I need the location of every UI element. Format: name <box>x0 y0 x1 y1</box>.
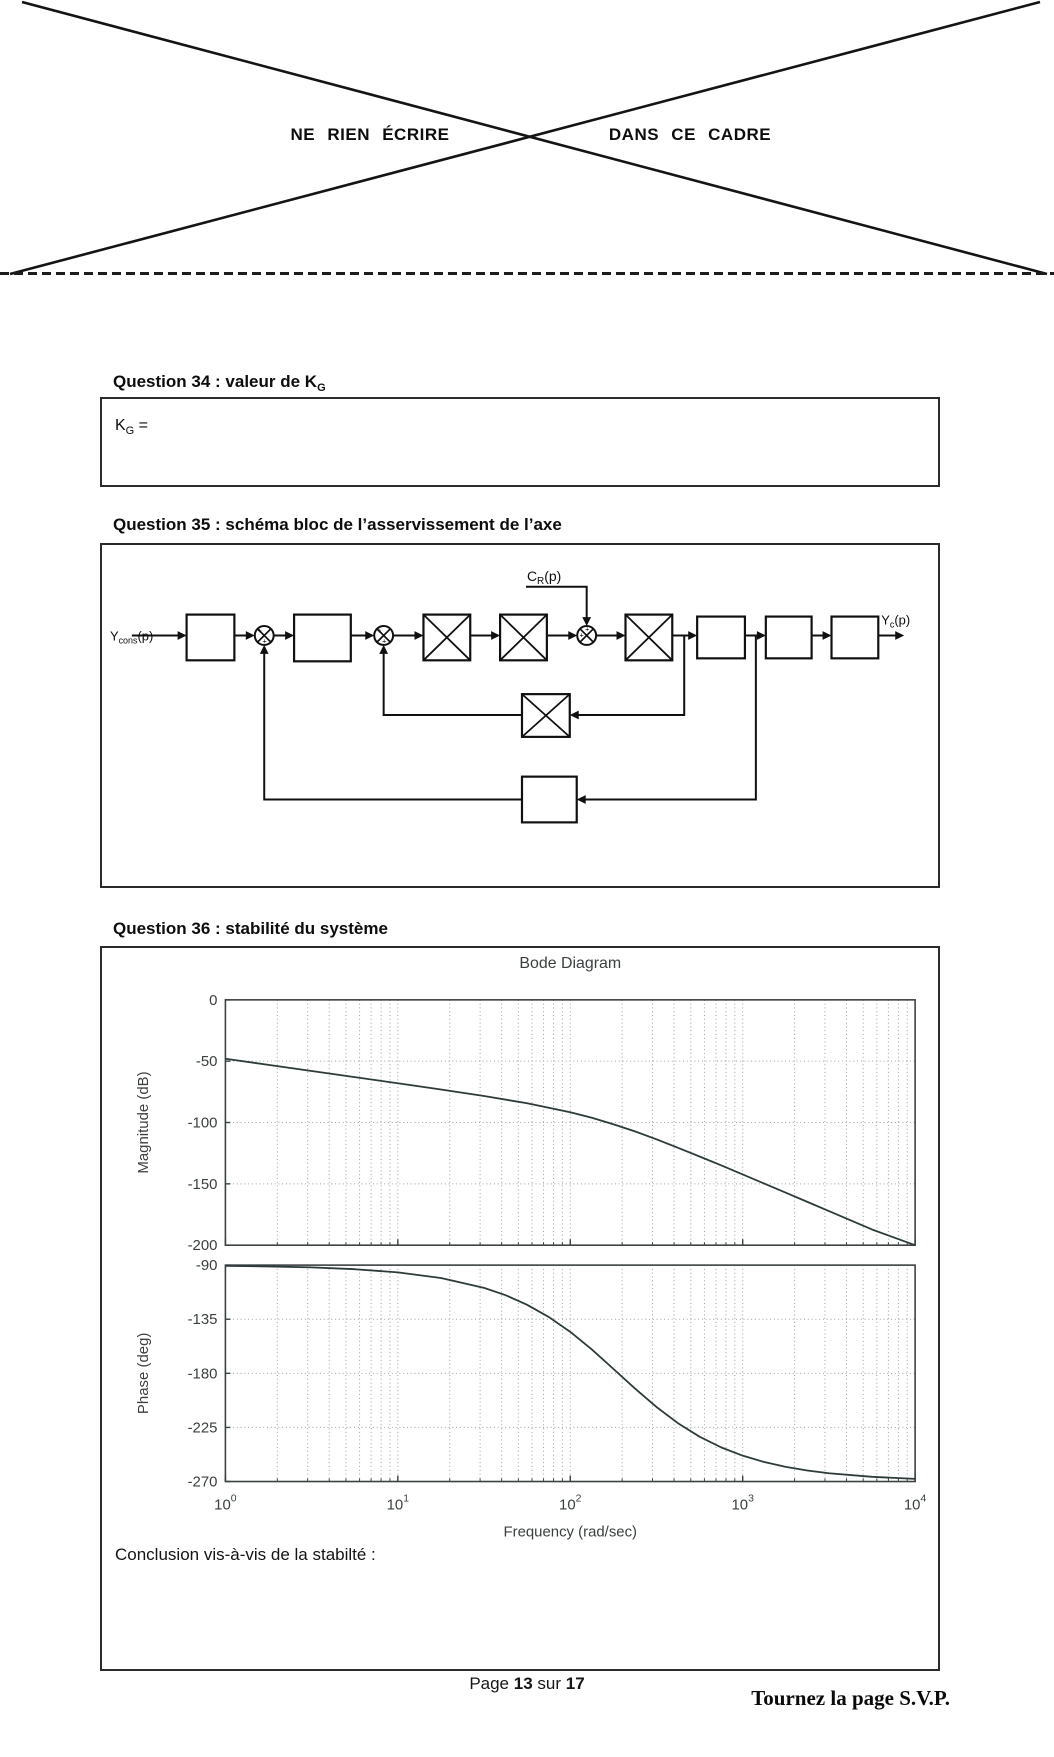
question-34-title <box>113 372 326 394</box>
page-number: 13 <box>513 1674 533 1693</box>
question-34-title-text: Question 34 : valeur de K <box>113 372 318 391</box>
sum-junction <box>374 626 393 645</box>
sum-sign: + <box>377 627 382 635</box>
phase-curve <box>225 1266 915 1479</box>
output-signal-label: $Y_c(p)$ <box>881 612 911 630</box>
input-signal-label: $Y_{cons}(p)$ <box>109 628 154 646</box>
bode-subplot-magnitude <box>135 992 915 1254</box>
frame-label-left: NE RIEN ÉCRIRE <box>290 125 450 144</box>
arrow-head <box>688 631 697 640</box>
y-tick-label: -135 <box>187 1311 218 1329</box>
arrow-head <box>178 631 187 640</box>
detach-dashed-line <box>0 272 1054 275</box>
sum-sign: + <box>382 638 387 646</box>
y-tick-label: -270 <box>187 1473 218 1491</box>
crossed-transfer-block <box>625 615 672 661</box>
crossed-transfer-block <box>522 694 570 737</box>
kg-subscript: G <box>125 425 135 437</box>
total-pages: 17 <box>565 1674 585 1693</box>
transfer-block <box>522 777 577 823</box>
sum-sign: + <box>257 627 262 635</box>
transfer-block <box>187 615 235 661</box>
transfer-block <box>697 617 745 659</box>
block-4 <box>766 617 812 659</box>
y-tick-label: -150 <box>187 1175 218 1193</box>
question-35-title: Question 35 : schéma bloc de l’asservissement de l’axe <box>113 515 562 534</box>
kg-equals: = <box>134 417 149 434</box>
transfer-block <box>832 617 879 659</box>
question-36-title: Question 36 : stabilité du système <box>113 919 388 938</box>
arrow-head <box>582 617 591 626</box>
bode-subplot-phase <box>135 1257 915 1490</box>
x-tick-label: $10^4$ <box>903 1493 927 1514</box>
arrow-head <box>379 645 388 654</box>
sur-word: sur <box>537 1674 562 1693</box>
block-5 <box>832 617 879 659</box>
arrow-head <box>260 645 269 654</box>
arrow-head <box>570 711 579 720</box>
block-2 <box>294 615 351 662</box>
kg-base: K <box>115 417 126 434</box>
block-3 <box>697 617 745 659</box>
x-tick-label: $10^1$ <box>386 1493 410 1514</box>
cross-line-2 <box>10 2 1040 274</box>
crossed-transfer-block <box>423 615 470 661</box>
page-word: Page <box>469 1674 510 1693</box>
turn-page-note: Tournez la page S.V.P. <box>751 1686 950 1710</box>
do-not-write-cross <box>0 0 1054 278</box>
arrow-head <box>757 631 766 640</box>
arrow-head <box>568 631 577 640</box>
arrow-head <box>895 631 904 640</box>
y-tick-label: -180 <box>187 1365 218 1383</box>
crossed-transfer-block <box>500 615 547 661</box>
arrow-head <box>365 631 374 640</box>
sum-sign: + <box>262 638 267 646</box>
transfer-block <box>294 615 351 662</box>
x-tick-label: $10^2$ <box>559 1493 582 1514</box>
question-34-title-subscript: G <box>317 382 326 394</box>
y-tick-label: -225 <box>187 1419 218 1437</box>
phase-axis-label: Phase (deg) <box>134 1332 152 1415</box>
kg-equals-label <box>115 417 148 437</box>
sum-junction <box>577 626 596 645</box>
block-1 <box>187 615 235 661</box>
sum-sign: + <box>579 632 584 640</box>
block-diagram <box>102 545 938 886</box>
y-tick-label: -100 <box>187 1114 218 1132</box>
arrow-head <box>823 631 832 640</box>
question-36-answer-box <box>100 946 940 1671</box>
sum-junction <box>255 626 274 645</box>
arrow-head <box>285 631 294 640</box>
x-tick-label: $10^0$ <box>214 1493 237 1514</box>
x-tick-label: $10^3$ <box>731 1493 754 1514</box>
frame-label-right: DANS CE CADRE <box>608 125 772 144</box>
arrow-head <box>415 631 424 640</box>
signal-line <box>264 647 522 799</box>
question-35-answer-box <box>100 543 940 888</box>
disturbance-signal-label: $C_R(p)$ <box>526 567 562 587</box>
arrow-head <box>246 631 255 640</box>
sum-sign: + <box>585 626 590 634</box>
y-tick-label: -90 <box>195 1257 218 1275</box>
question-34-answer-box <box>100 397 940 487</box>
y-tick-label: -50 <box>195 1053 218 1071</box>
arrow-head <box>617 631 626 640</box>
magnitude-axis-label: Magnitude (dB) <box>134 1071 152 1174</box>
y-tick-label: 0 <box>209 991 218 1009</box>
bode-title: Bode Diagram <box>519 954 622 972</box>
arrow-head <box>577 795 586 804</box>
arrow-head <box>491 631 500 640</box>
y-tick-label: -200 <box>187 1237 218 1255</box>
transfer-block <box>766 617 812 659</box>
feedback-block <box>522 777 577 823</box>
cross-line-1 <box>22 2 1047 274</box>
frequency-axis-label: Frequency (rad/sec) <box>503 1523 638 1541</box>
conclusion-label: Conclusion vis-à-vis de la stabilté : <box>115 1545 376 1564</box>
